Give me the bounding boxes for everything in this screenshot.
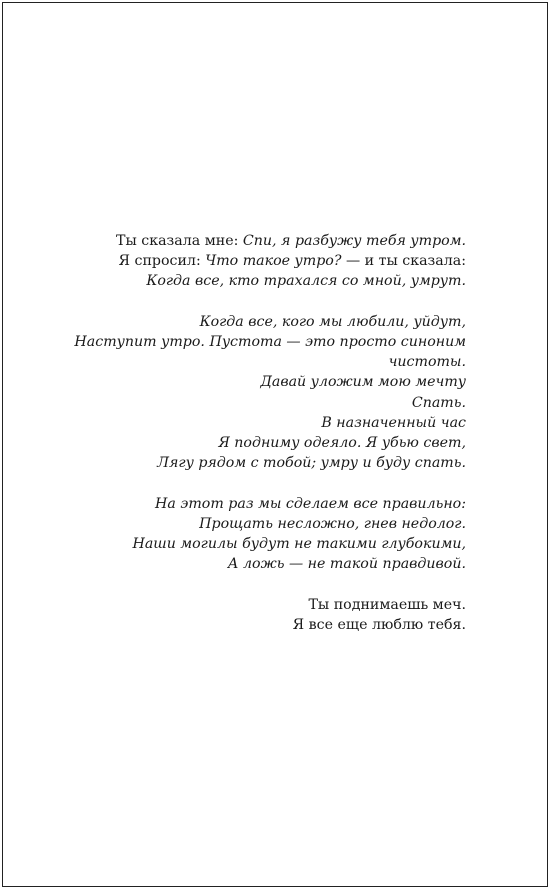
line-quote: Спи, я разбужу тебя утром. <box>242 233 466 249</box>
book-page <box>2 2 548 887</box>
poem-line: Лягу рядом с тобой; умру и буду спать. <box>157 455 466 472</box>
line-suffix: — и ты сказала: <box>341 253 466 270</box>
poem-line: чистоты. <box>388 354 466 371</box>
line-prefix: Я спросил: <box>118 253 206 270</box>
stanza-4 <box>66 595 466 635</box>
stanza-2 <box>66 312 466 474</box>
poem-line: Я все еще люблю тебя. <box>292 616 466 633</box>
poem-line: Наступит утро. Пустота — это просто синоним <box>74 334 466 350</box>
poem-line: Ты поднимаешь меч. <box>308 596 466 613</box>
poem-line: Наши могилы будут не такими глубокими, <box>132 536 466 553</box>
poem-line: Давай уложим мою мечту <box>260 374 466 391</box>
poem-line: Когда все, кто трахался со мной, умрут. <box>146 273 466 290</box>
line-prefix: Ты сказала мне: <box>116 233 243 249</box>
poem-text <box>66 231 466 655</box>
poem-line: Прощать несложно, гнев недолог. <box>199 515 466 532</box>
poem-line: В назначенный час <box>321 414 466 431</box>
stanza-3 <box>66 494 466 575</box>
poem-line: А ложь — не такой правдивой. <box>227 556 466 573</box>
poem-line <box>66 231 466 251</box>
poem-line: Когда все, кого мы любили, уйдут, <box>199 313 466 330</box>
poem-line: На этот раз мы сделаем все правильно: <box>155 495 466 512</box>
poem-line: Спать. <box>411 394 466 411</box>
poem-line <box>66 251 466 271</box>
line-quote: Что такое утро? <box>205 253 342 270</box>
stanza-1 <box>66 231 466 292</box>
poem-line: Я подниму одеяло. Я убью свет, <box>218 435 466 452</box>
